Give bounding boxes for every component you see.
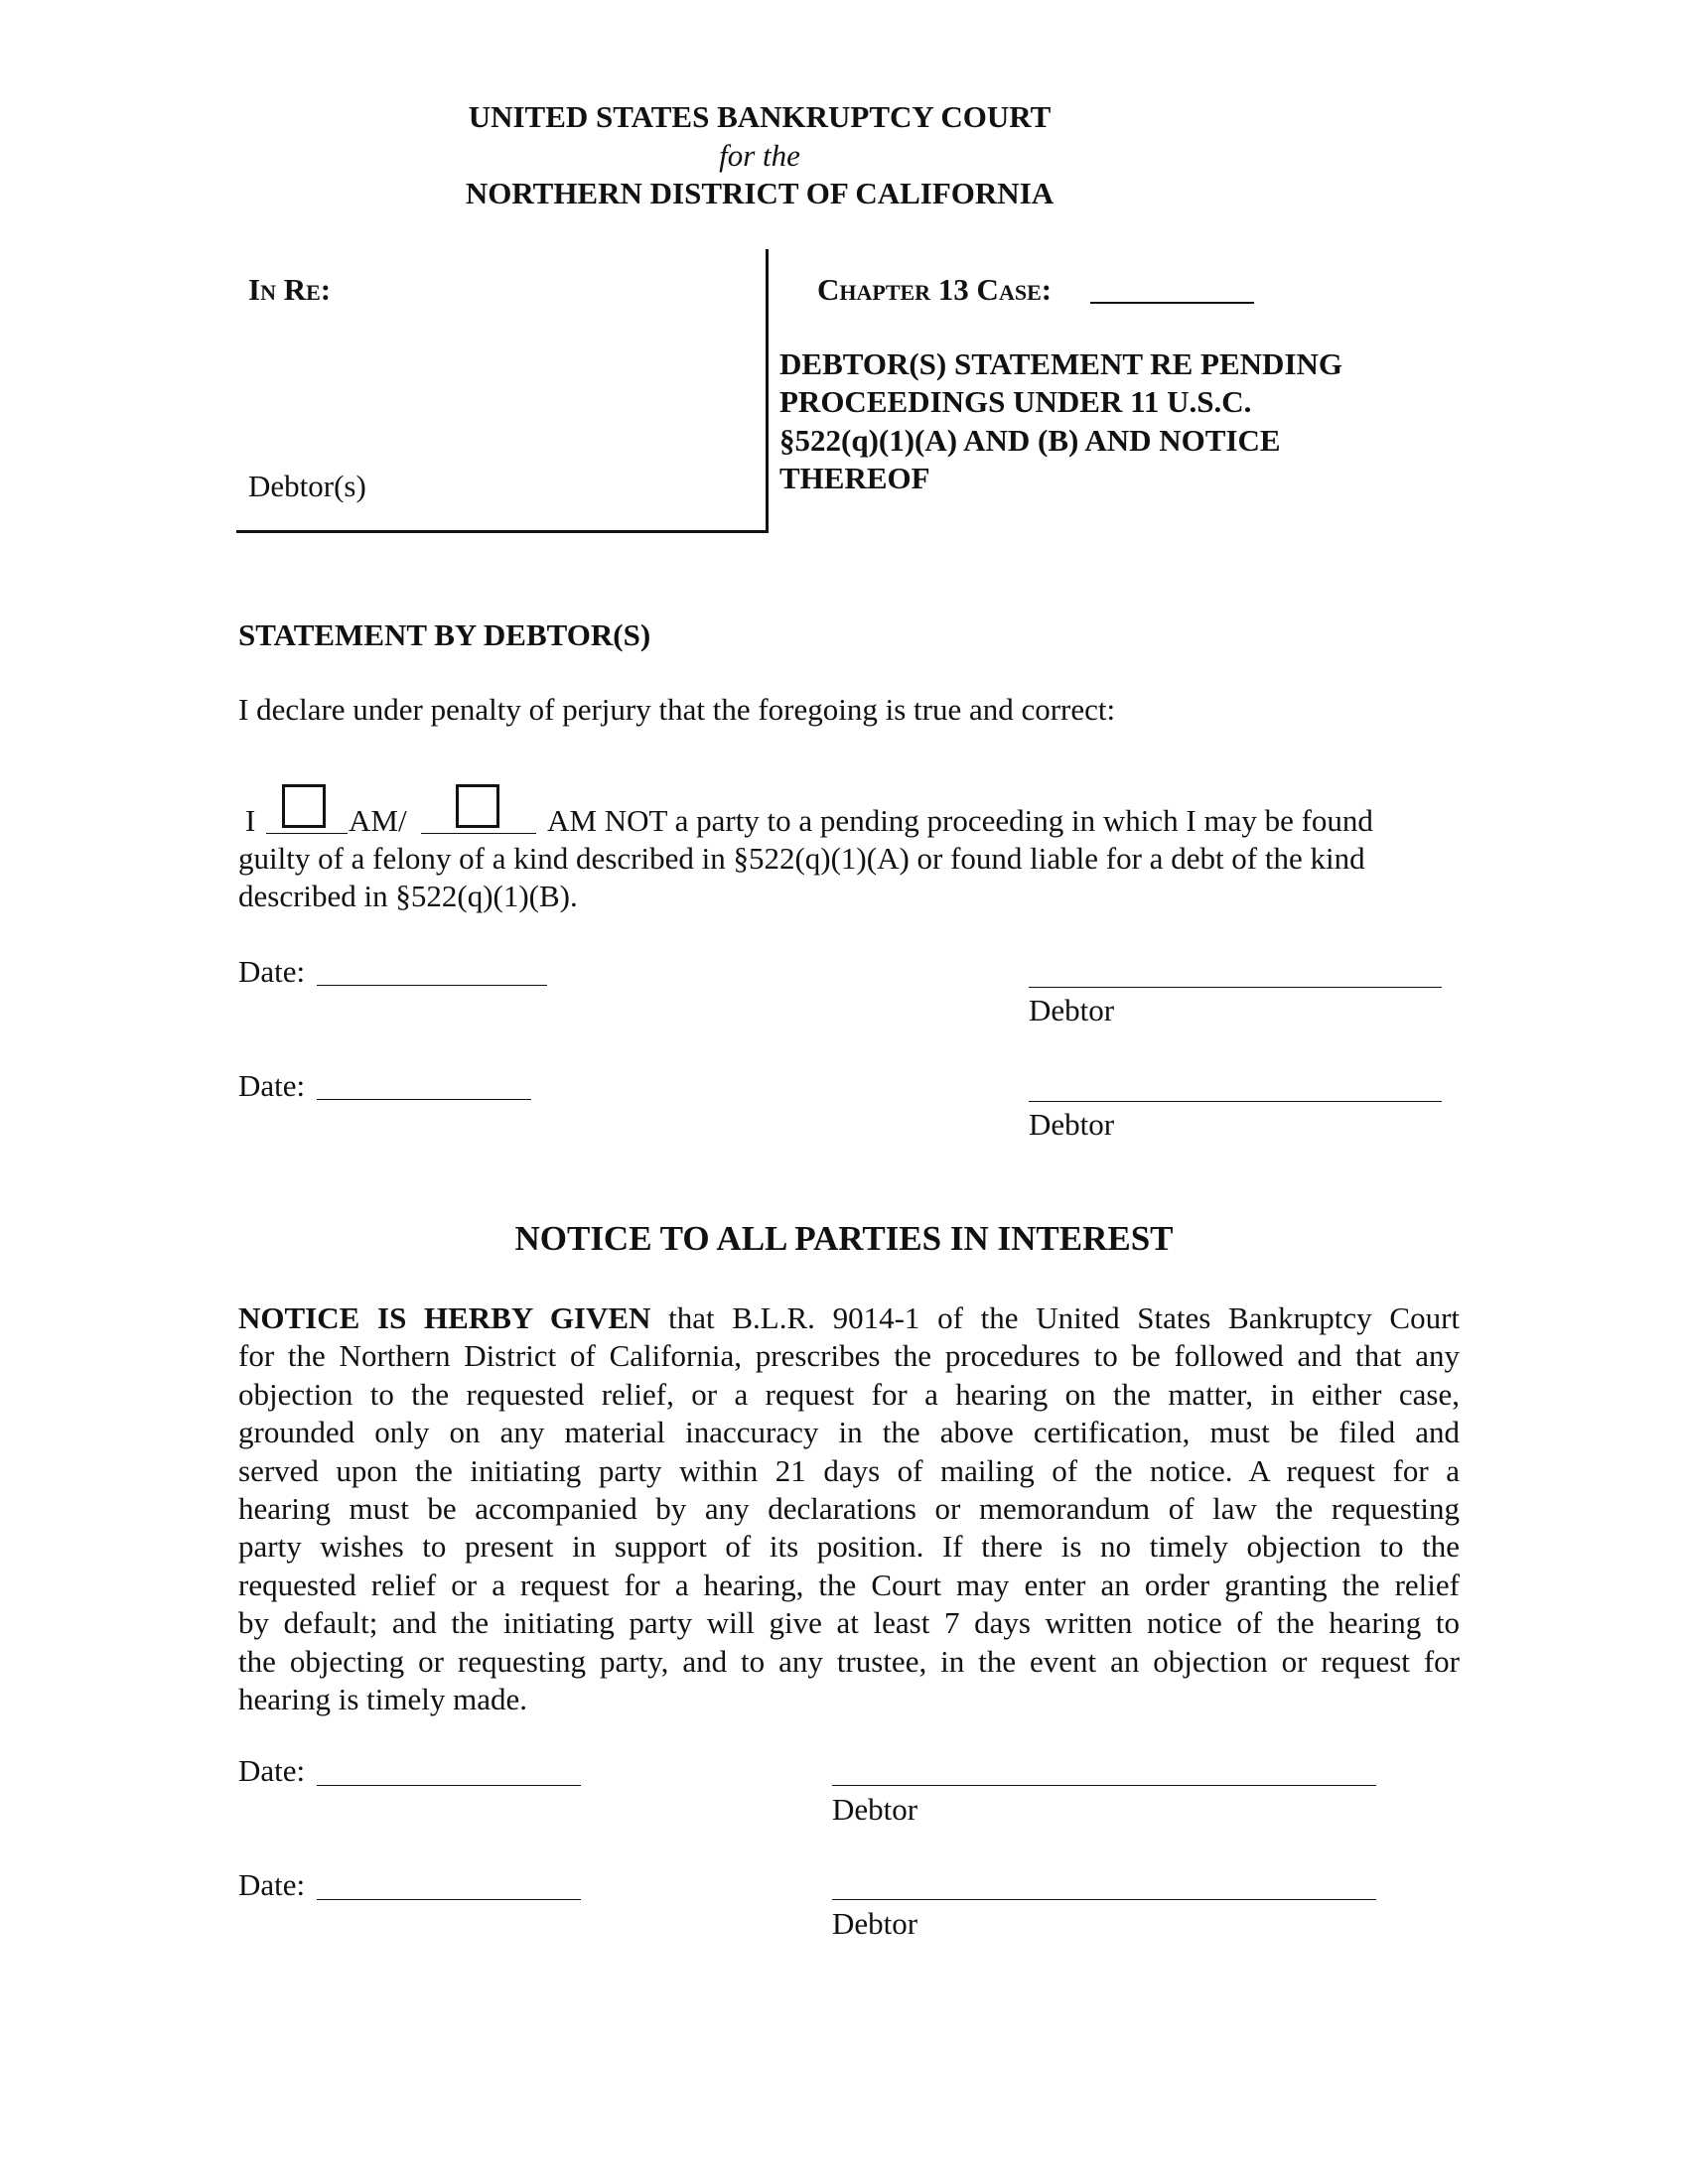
in-re-label: In Re:	[248, 272, 332, 307]
title-line-2: PROCEEDINGS UNDER 11 U.S.C.	[779, 384, 1252, 420]
notice-line-3: objection to the requested relief, or a request for a hearing on the matter, in either case,	[238, 1376, 1460, 1412]
notice-date-label-2: Date:	[238, 1867, 306, 1902]
title-line-1: DEBTOR(S) STATEMENT RE PENDING	[779, 346, 1343, 381]
notice-lead: NOTICE IS HERBY GIVEN	[238, 1300, 651, 1335]
court-name: UNITED STATES BANKRUPTCY COURT	[468, 99, 1052, 134]
statement-date-field-2[interactable]	[317, 1099, 531, 1100]
statement-date-label-1: Date:	[238, 954, 306, 989]
court-district: NORTHERN DISTRICT OF CALIFORNIA	[465, 176, 1055, 210]
chapter-case-label: Chapter 13 Case:	[817, 272, 1053, 307]
statement-line-2: guilty of a felony of a kind described in §522(q)(1)(A) or found liable for a debt of the kind	[238, 841, 1365, 876]
am-checkbox[interactable]	[282, 784, 326, 828]
notice-line-9: by default; and the initiating party will give at least 7 days written notice of the hearing to	[238, 1605, 1460, 1641]
notice-debtor-label-2: Debtor	[832, 1906, 918, 1941]
caption-bottom-rule	[236, 530, 769, 533]
notice-line-6: hearing must be accompanied by any declarations or memorandum of law the requesting	[238, 1491, 1460, 1527]
notice-line-10: the objecting or requesting party, and to any trustee, in the event an objection or request for	[238, 1643, 1460, 1679]
notice-line-11: hearing is timely made.	[238, 1682, 527, 1717]
notice-heading: NOTICE TO ALL PARTIES IN INTEREST	[514, 1219, 1174, 1258]
am-not-blank-line	[421, 833, 536, 834]
notice-signature-line-2[interactable]	[832, 1899, 1376, 1900]
am-label: AM/	[349, 803, 407, 838]
notice-date-field-1[interactable]	[317, 1785, 581, 1786]
statement-heading: STATEMENT BY DEBTOR(S)	[238, 617, 651, 652]
statement-signature-line-1[interactable]	[1029, 987, 1442, 988]
title-line-4: THEREOF	[779, 461, 930, 496]
am-not-text: AM NOT a party to a pending proceeding in which I may be found	[547, 803, 1373, 838]
title-line-3: §522(q)(1)(A) AND (B) AND NOTICE	[779, 422, 1281, 458]
i-label: I	[245, 803, 256, 838]
notice-line-2: for the Northern District of California, prescribes the procedures to be followed and that any	[238, 1338, 1460, 1374]
notice-signature-line-1[interactable]	[832, 1785, 1376, 1786]
caption-vertical-rule	[766, 249, 769, 533]
notice-debtor-label-1: Debtor	[832, 1792, 918, 1827]
declaration-text: I declare under penalty of perjury that the foregoing is true and correct:	[238, 692, 1116, 727]
notice-line-1-text: that B.L.R. 9014-1 of the United States Bankruptcy Court	[650, 1300, 1461, 1335]
court-for-the: for the	[719, 138, 800, 173]
document-title	[779, 345, 1342, 498]
am-blank-line	[266, 833, 348, 834]
notice-body	[238, 1299, 1460, 1718]
notice-line-7: party wishes to present in support of its position. If there is no timely objection to the	[238, 1529, 1460, 1565]
notice-date-label-1: Date:	[238, 1753, 306, 1788]
notice-date-field-2[interactable]	[317, 1899, 581, 1900]
notice-line-4: grounded only on any material inaccuracy in the above certification, must be filed and	[238, 1415, 1460, 1450]
am-not-checkbox[interactable]	[456, 784, 499, 828]
case-number-blank[interactable]	[1090, 302, 1254, 304]
statement-date-field-1[interactable]	[317, 985, 547, 986]
notice-line-8: requested relief or a request for a hearing, the Court may enter an order granting the relief	[238, 1567, 1460, 1602]
statement-signature-line-2[interactable]	[1029, 1101, 1442, 1102]
statement-date-label-2: Date:	[238, 1068, 306, 1103]
debtors-label: Debtor(s)	[248, 469, 366, 503]
statement-line-3: described in §522(q)(1)(B).	[238, 879, 578, 913]
statement-debtor-label-2: Debtor	[1029, 1107, 1115, 1142]
notice-line-1	[238, 1299, 1460, 1337]
notice-line-5: served upon the initiating party within 21 days of mailing of the notice. A request for a	[238, 1452, 1460, 1488]
statement-debtor-label-1: Debtor	[1029, 993, 1115, 1027]
